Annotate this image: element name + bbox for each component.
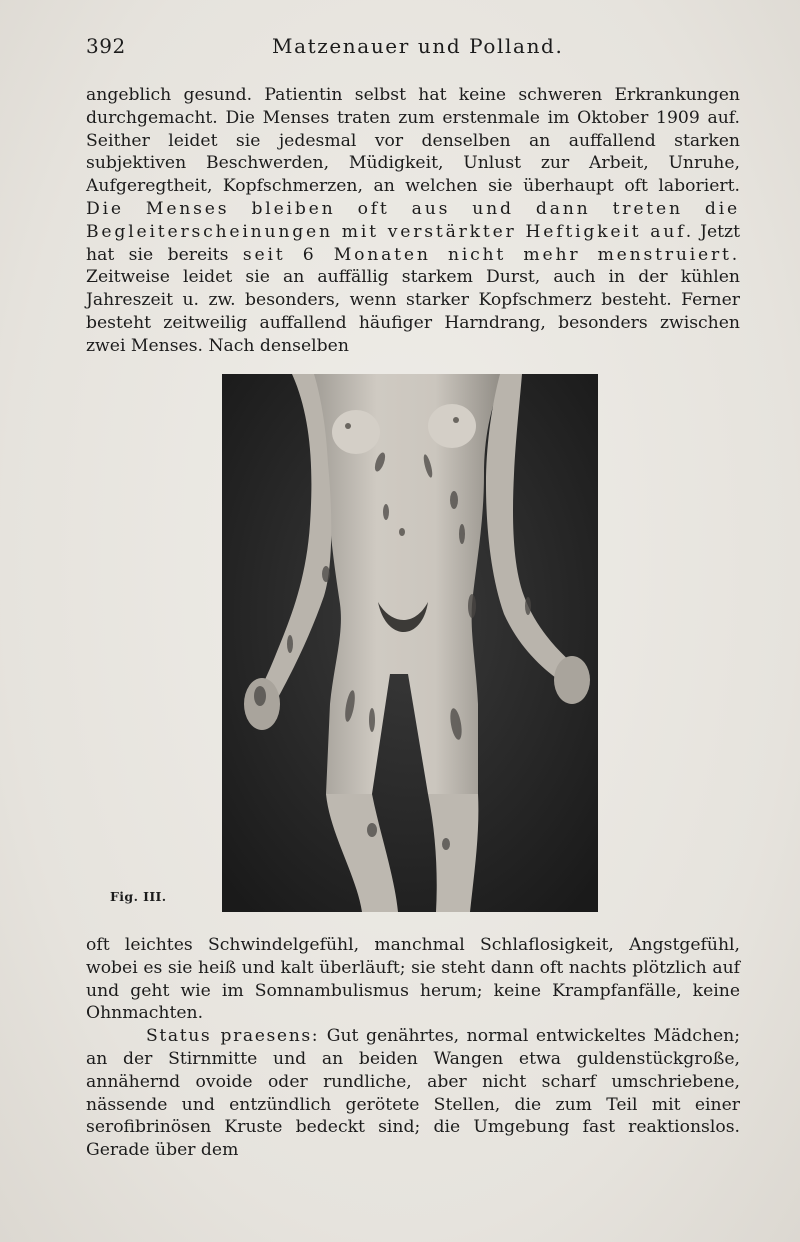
nipple-right: [453, 417, 459, 423]
running-head: Matzenauer und Polland.: [272, 34, 564, 58]
paragraph-symptoms: oft leichtes Schwindelgefühl, manchmal Schlaflosigkeit, Angstgefühl, wobei es sie heiß und kalt überläuft; sie steht dann oft nachts plötzlich auf und geht wie im Somnambulismus herum; keine Krampfanfälle, keine Ohnmachten.: [86, 935, 740, 1024]
clinical-photograph: [222, 374, 598, 912]
figure-caption: Fig. III.: [110, 889, 167, 904]
emphasized-text: Die Menses bleiben oft aus und dann treten die Begleiterscheinungen mit verstärkter Heftigkeit auf.: [86, 198, 740, 242]
figure-illustration: [222, 374, 598, 912]
body-text-top: [86, 84, 740, 358]
nipple-left: [345, 423, 351, 429]
text-run: Gut genährtes, normal entwickeltes Mädchen; an der Stirnmitte und an beiden Wangen etwa guldenstückgroße, annähernd ovoide oder rundliche, aber nicht scharf umschriebene, nässende und entzündlich gerötete Stellen, die zum Teil mit einer serofibrinösen Kruste bedeckt sind; die Umgebung fast reaktionslos. Gerade über dem: [86, 1026, 740, 1161]
text-run: Jetzt hat sie bereits: [86, 221, 740, 265]
text-run: Zeitweise leidet sie an auffällig starkem Durst, auch in der kühlen Jahreszeit u. zw. besonders, wenn starker Kopfschmerz besteht. Ferner besteht zeitweilig auffallend häufiger Harndrang, besonders zwischen zwei Menses. Nach denselben: [86, 267, 740, 356]
paragraph-history: [86, 84, 740, 358]
status-heading: Status praesens:: [146, 1026, 320, 1047]
text-run: angeblich gesund. Patientin selbst hat keine schweren Erkrankungen durchgemacht. Die Menses traten zum erstenmale im Oktober 1909 auf. Seither leidet sie jedesmal vor denselben an auffallend starken subjektiven Beschwerden, Müdigkeit, Unlust zur Arbeit, Unruhe, Aufgeregtheit, Kopfschmerzen, an welchen sie überhaupt oft laboriert.: [86, 85, 740, 197]
right-hand-shape: [554, 656, 590, 704]
emphasized-text: seit 6 Monaten nicht mehr menstruiert.: [242, 244, 740, 265]
body-text-bottom: [86, 934, 740, 1162]
breast-left-shape: [332, 410, 380, 454]
breast-right-shape: [428, 404, 476, 448]
paragraph-status: [86, 1025, 740, 1162]
page-header: [86, 34, 740, 64]
navel: [399, 528, 405, 536]
page-number: 392: [86, 34, 126, 58]
